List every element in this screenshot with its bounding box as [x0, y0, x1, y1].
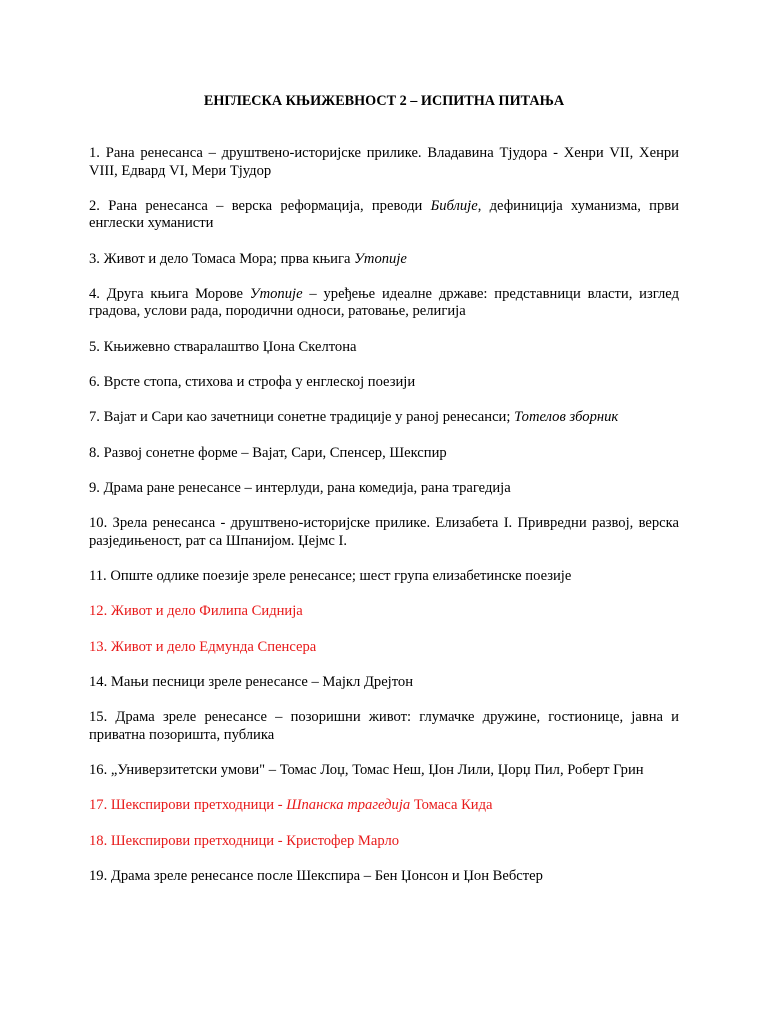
italic-title: Библије: [430, 197, 478, 214]
exam-question: [89, 145, 679, 180]
question-text: 9. Драма ране ренесансе – интерлуди, рана комедија, рана трагедија: [89, 479, 511, 496]
question-text: 10. Зрела ренесанса - друштвено-историјске прилике. Елизабета I. Привредни развој, верска разједињеност, рат са Шпанијом. Џејмс I.: [89, 515, 679, 549]
exam-question: [89, 797, 679, 815]
question-list: [89, 145, 679, 885]
italic-title: Утопије: [354, 250, 407, 267]
question-text: 8. Развој сонетне форме – Вајат, Сари, Спенсер, Шекспир: [89, 444, 447, 461]
question-text: 12. Живот и дело Филипа Сиднија: [89, 603, 303, 620]
question-text: 19. Драма зреле ренесансе после Шекспира – Бен Џонсон и Џон Вебстер: [89, 867, 543, 884]
exam-question: [89, 409, 679, 427]
exam-question: [89, 603, 679, 621]
italic-title: Шпанска трагедија: [286, 797, 411, 814]
question-text: 16. „Универзитетски умови" – Томас Лоџ, Томас Неш, Џон Лили, Џорџ Пил, Роберт Грин: [89, 761, 644, 778]
document-page: [89, 92, 679, 903]
exam-question: [89, 515, 679, 550]
exam-question: [89, 374, 679, 392]
question-text: 3. Живот и дело Томаса Мора; прва књига: [89, 250, 355, 267]
italic-title: Тотелов зборник: [514, 409, 619, 426]
question-text: 18. Шекспирови претходници - Кристофер Марло: [89, 832, 400, 849]
exam-question: [89, 868, 679, 886]
exam-question: [89, 709, 679, 744]
exam-question: [89, 833, 679, 851]
exam-question: [89, 639, 679, 657]
question-text: 2. Рана ренесанса – верска реформација, преводи: [89, 197, 431, 214]
question-text: 11. Опште одлике поезије зреле ренесансе; шест група елизабетинске поезије: [89, 567, 572, 584]
question-text: , дефиниција хуманизма, први енглески хуманисти: [89, 197, 679, 232]
exam-question: [89, 198, 679, 233]
exam-question: [89, 674, 679, 692]
question-text: 4. Друга књига Морове: [89, 285, 250, 302]
question-text: 6. Врсте стопа, стихова и строфа у енглеској поезији: [89, 373, 416, 390]
question-text: 13. Живот и дело Едмунда Спенсера: [89, 638, 317, 655]
question-text: 15. Драма зреле ренесансе – позоришни живот: глумачке дружине, гостионице, јавна и приватна позоришта, публика: [89, 709, 679, 743]
question-text: 7. Вајат и Сари као зачетници сонетне традиције у раној ренесанси;: [89, 409, 515, 426]
document-title: ЕНГЛЕСКА КЊИЖЕВНОСТ 2 – ИСПИТНА ПИТАЊА: [203, 93, 565, 109]
question-text: 5. Књижевно стваралаштво Џона Скелтона: [89, 338, 357, 355]
exam-question: [89, 762, 679, 780]
question-text: 17. Шекспирови претходници -: [89, 797, 287, 814]
exam-question: [89, 568, 679, 586]
question-text: 14. Мањи песници зреле ренесансе – Мајкл Дрејтон: [89, 673, 414, 690]
question-text: – уређење идеалне државе: представници власти, изглед градова, услови рада, породични односи, ратовање, религија: [89, 285, 679, 320]
question-text: 1. Рана ренесанса – друштвено-историјске прилике. Владавина Тјудора - Хенри VII, Хенри VIII, Едвард VI, Мери Тјудор: [89, 145, 679, 179]
exam-question: [89, 339, 679, 357]
exam-question: [89, 251, 679, 269]
question-text: Томаса Кида: [410, 797, 493, 814]
exam-question: [89, 286, 679, 321]
exam-question: [89, 445, 679, 463]
exam-question: [89, 480, 679, 498]
italic-title: Утопије: [249, 285, 303, 302]
